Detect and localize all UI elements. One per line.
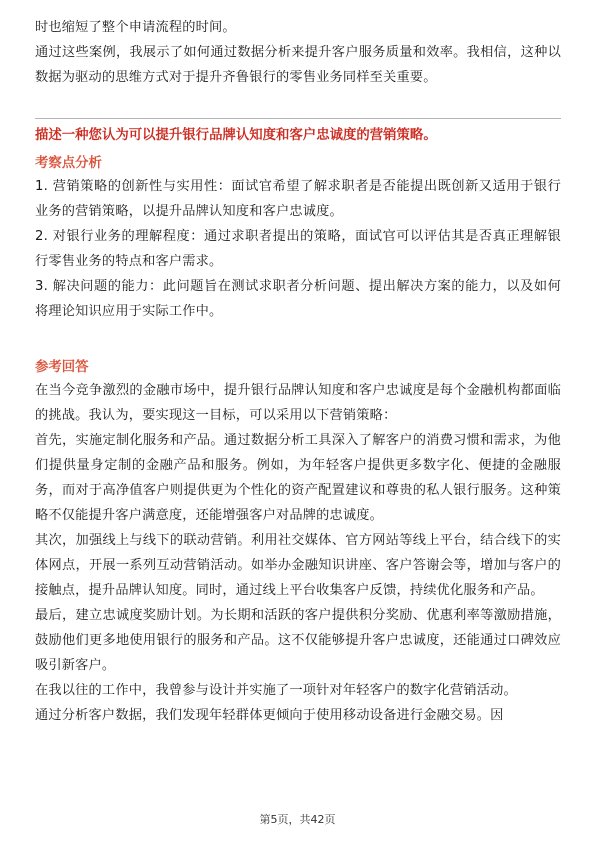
answer-paragraph: 最后，建立忠诚度奖励计划。为长期和活跃的客户提供积分奖励、优惠利率等激励措施，鼓励他们更多地使用银行的服务和产品。这不仅能够提升客户忠诚度，还能通过口碑效应吸引新客户。 bbox=[35, 608, 561, 673]
page-number-footer: 第5页，共42页 bbox=[259, 813, 336, 826]
answer-paragraph: 通过分析客户数据，我们发现年轻群体更倾向于使用移动设备进行金融交易。因 bbox=[35, 708, 504, 723]
answer-paragraph: 在当今竞争激烈的金融市场中，提升银行品牌认知度和客户忠诚度是每个金融机构都面临的挑战。我认为，要实现这一目标，可以采用以下营销策略： bbox=[35, 383, 561, 423]
answer-paragraph: 首先，实施定制化服务和产品。通过数据分析工具深入了解客户的消费习惯和需求，为他们提供量身定制的金融产品和服务。例如，为年轻客户提供更多数字化、便捷的金融服务，而对于高净值客户则提供更为个性化的资产配置建议和尊贵的私人银行服务。这种策略不仅能提升客户满意度，还能增强客户对品牌的忠诚度。 bbox=[35, 433, 561, 523]
previous-answer-continuation bbox=[35, 15, 561, 90]
answer-paragraph: 其次，加强线上与线下的联动营销。利用社交媒体、官方网站等线上平台，结合线下的实体网点，开展一系列互动营销活动。如举办金融知识讲座、客户答谢会等，增加与客户的接触点，提升品牌认知度。同时，通过线上平台收集客户反馈，持续优化服务和产品。 bbox=[35, 533, 561, 598]
analysis-section bbox=[35, 154, 561, 324]
answer-section bbox=[35, 358, 561, 728]
paragraph: 通过这些案例，我展示了如何通过数据分析来提升客户服务质量和效率。我相信，这种以数据为驱动的思维方式对于提升齐鲁银行的零售业务同样至关重要。 bbox=[35, 45, 561, 85]
analysis-item: 2. 对银行业务的理解程度：通过求职者提出的策略，面试官可以评估其是否真正理解银行零售业务的特点和客户需求。 bbox=[35, 229, 561, 269]
question-title: 描述一种您认为可以提升银行品牌认知度和客户忠诚度的营销策略。 bbox=[35, 128, 437, 143]
analysis-heading: 考察点分析 bbox=[35, 156, 102, 171]
section-divider bbox=[35, 118, 561, 119]
analysis-item: 1. 营销策略的创新性与实用性：面试官希望了解求职者是否能提出既创新又适用于银行业务的营销策略，以提升品牌认知度和客户忠诚度。 bbox=[35, 179, 561, 219]
answer-paragraph: 在我以往的工作中，我曾参与设计并实施了一项针对年轻客户的数字化营销活动。 bbox=[35, 683, 517, 698]
paragraph: 时也缩短了整个申请流程的时间。 bbox=[35, 20, 236, 35]
answer-heading: 参考回答 bbox=[35, 360, 89, 375]
analysis-item: 3. 解决问题的能力：此问题旨在测试求职者分析问题、提出解决方案的能力，以及如何将理论知识应用于实际工作中。 bbox=[35, 279, 561, 319]
